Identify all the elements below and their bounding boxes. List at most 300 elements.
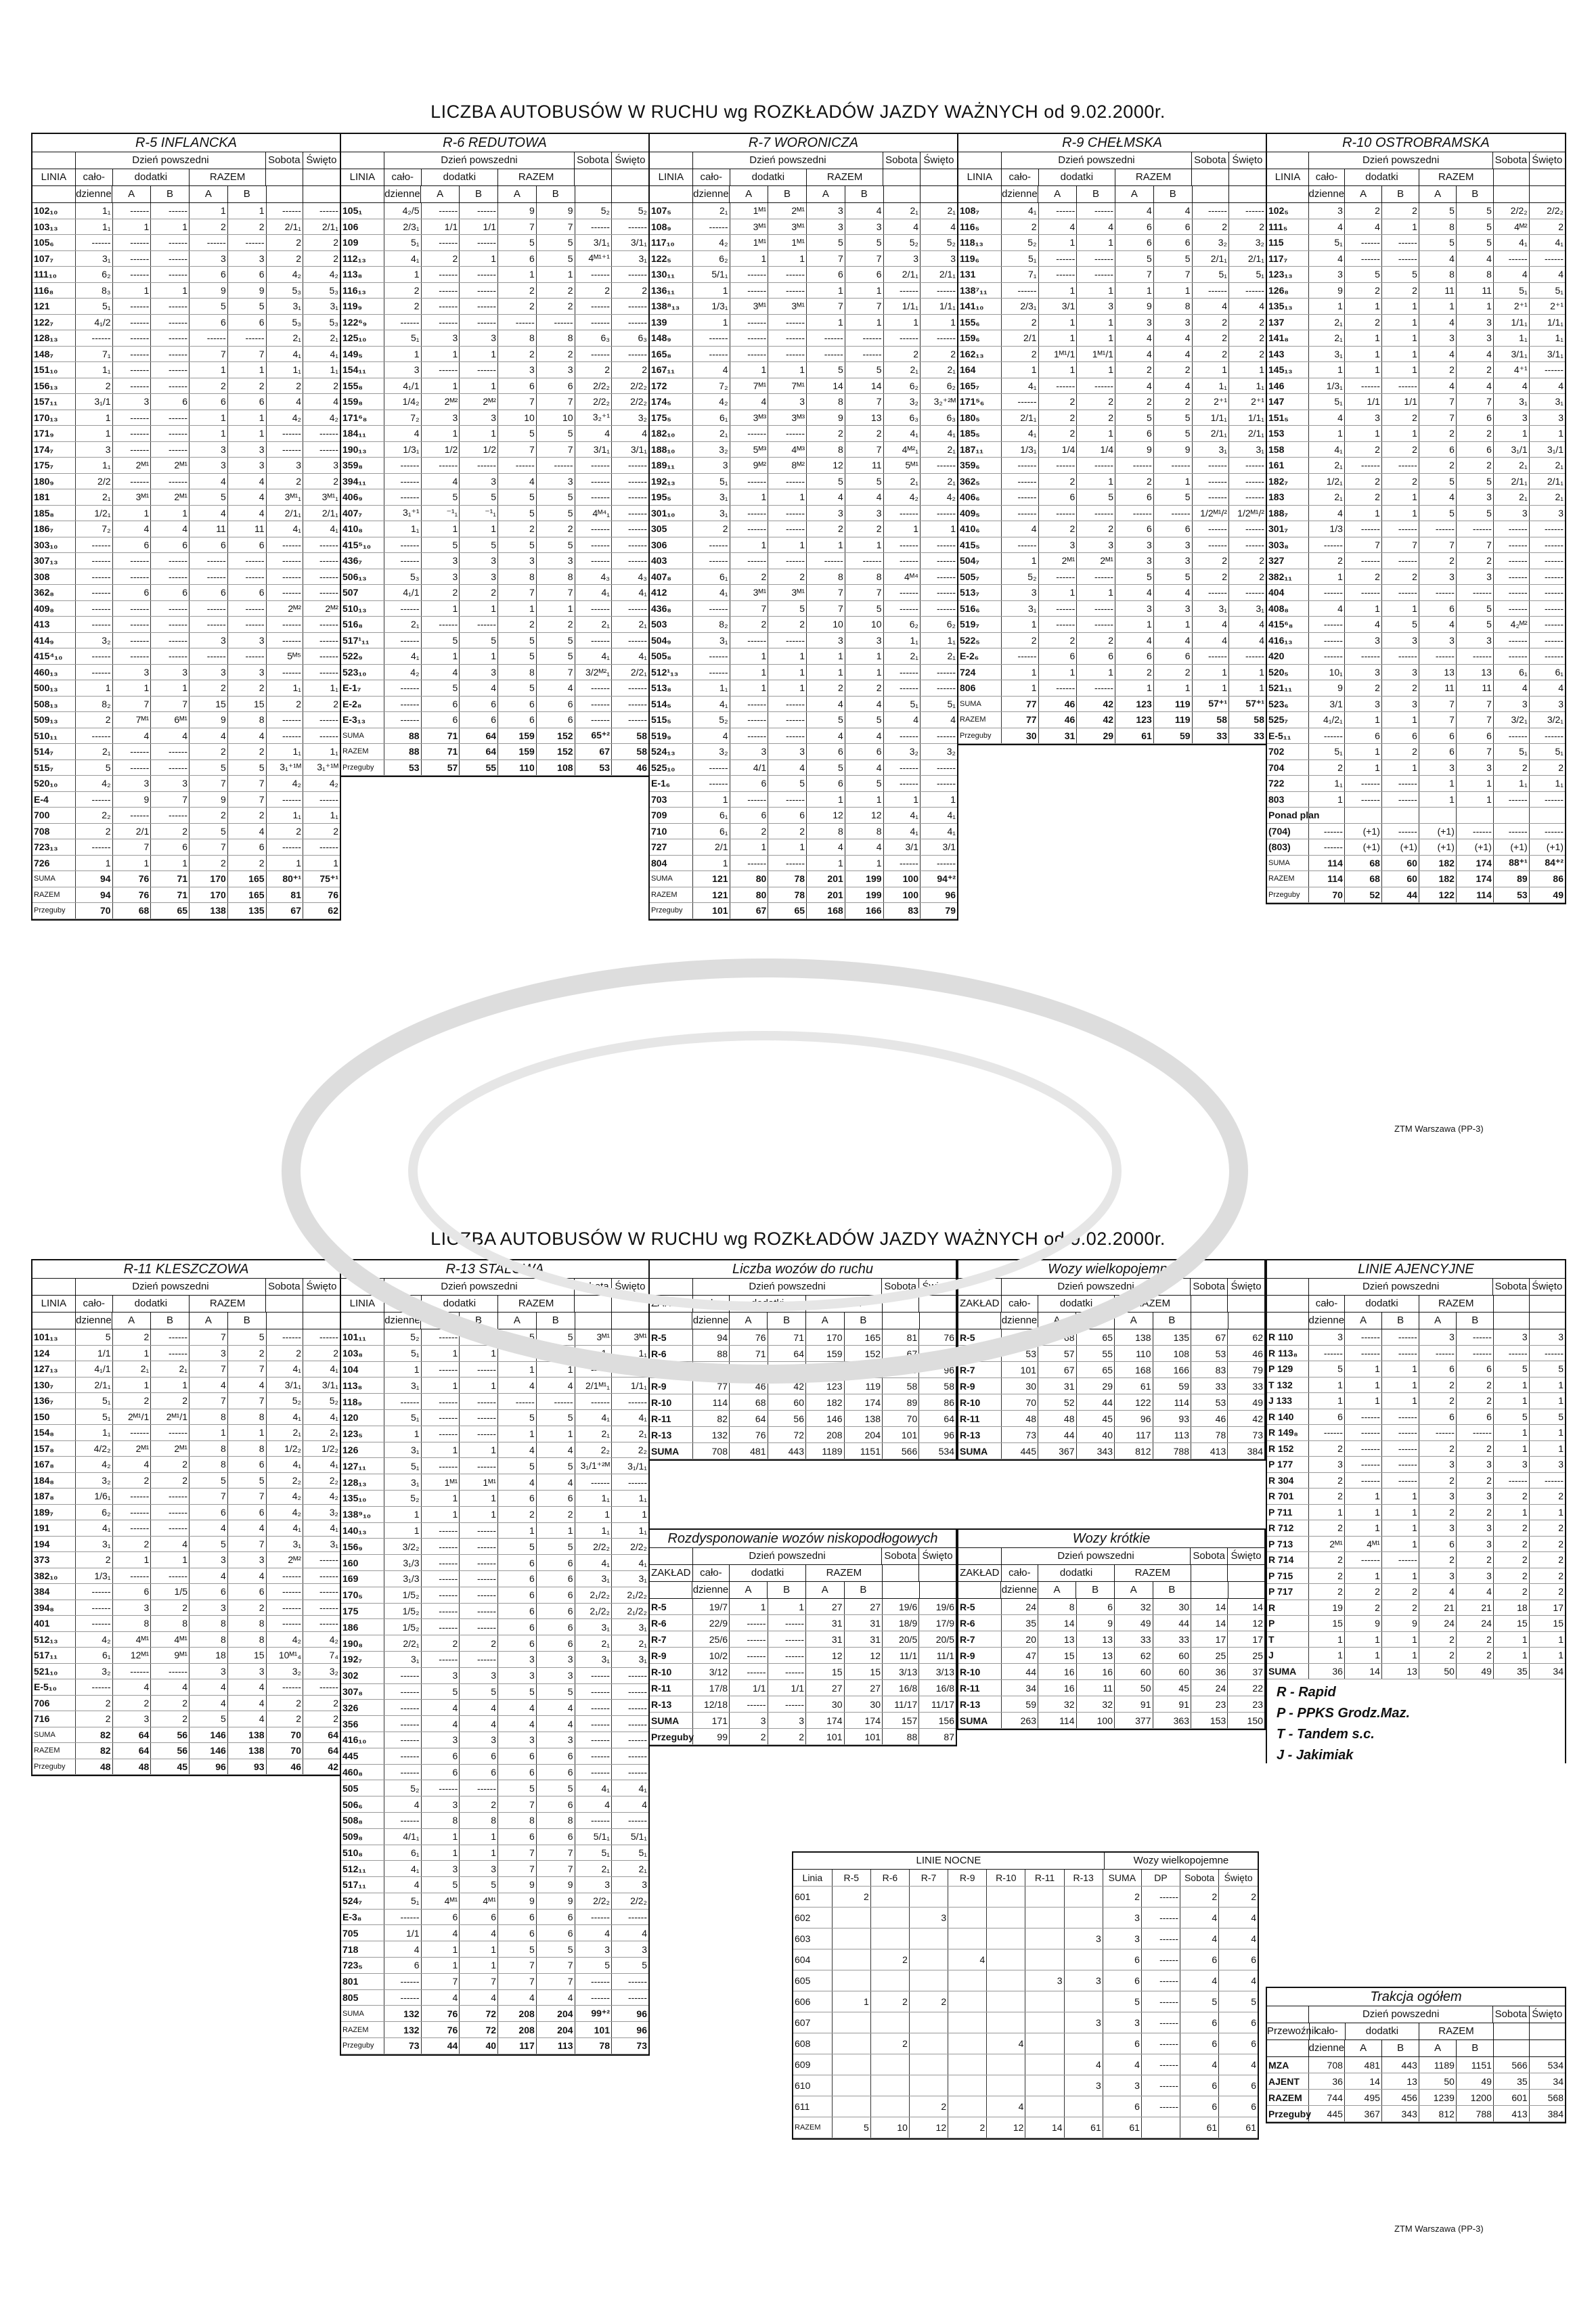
table-cell: ------ [384, 1716, 421, 1732]
table-cell: ------ [730, 553, 768, 569]
summary-cell: 165 [227, 887, 266, 903]
table-row [1267, 1631, 1565, 1648]
table-row [650, 1411, 956, 1427]
table-cell: 1/2₂ [266, 1440, 303, 1457]
table-cell: 1 [421, 346, 460, 362]
table-cell: 4₁ [384, 1861, 421, 1877]
table-cell: 3₁ [1192, 441, 1228, 458]
linie-nocne-cell: ------ [1141, 2054, 1180, 2075]
table-row [341, 1345, 648, 1361]
table-cell: 1200 [1456, 2090, 1493, 2106]
table-cell: 3 [190, 250, 228, 267]
table-row [958, 553, 1266, 569]
table-cell: 9 [112, 791, 151, 808]
linie-nocne-cell [948, 1908, 987, 1928]
table-cell: 170₁₃ [32, 410, 76, 426]
table-cell: ------ [768, 632, 807, 648]
table-cell: ------ [460, 1587, 498, 1603]
table-cell: ------ [303, 569, 340, 585]
table-row [958, 267, 1266, 283]
table-cell: ------ [920, 569, 957, 585]
table-cell: 2 [1419, 1472, 1456, 1489]
table-cell: 61 [1115, 1378, 1153, 1394]
header-day [650, 1548, 956, 1565]
table-cell: 6 [498, 1603, 537, 1619]
table-cell: 6 [498, 1635, 537, 1652]
table-cell: 519₉ [650, 728, 693, 744]
table-cell: 4 [883, 712, 920, 728]
section-title: LINIE AJENCYJNE [1267, 1260, 1565, 1279]
table-cell: ------ [190, 569, 228, 585]
table-cell: 2 [1192, 219, 1228, 235]
table-cell: 9 [536, 203, 575, 219]
table-cell: 7 [151, 791, 190, 808]
header-sobota: Sobota [883, 152, 921, 169]
table-cell: ------ [460, 1539, 498, 1555]
table-cell: 4 [1309, 505, 1345, 521]
table-cell: 301₁₀ [650, 505, 693, 521]
summary-cell: 71 [421, 744, 460, 760]
table-cell: ------ [611, 1989, 648, 2006]
table-cell: 6 [1115, 219, 1154, 235]
table-cell: 1 [1493, 1631, 1529, 1648]
table-cell: ------ [384, 1764, 421, 1780]
table-cell: 1 [1419, 791, 1456, 808]
header-dzien: Dzień powszedni [693, 152, 883, 169]
table-cell: 8 [807, 823, 845, 839]
header-col: dodatki [1346, 2023, 1420, 2040]
table-cell: 94 [692, 1329, 729, 1346]
table-row [341, 1925, 648, 1941]
table-row [32, 505, 340, 521]
table-cell: ------ [1381, 1345, 1419, 1361]
table-cell: 111₅ [1267, 219, 1309, 235]
table-row [32, 521, 340, 537]
table-cell: 4/1₁ [384, 1828, 421, 1845]
table-cell: ------ [112, 203, 151, 219]
table-cell: E-5₁₀ [32, 1679, 76, 1696]
linie-nocne-cell: 6 [1180, 2012, 1219, 2033]
table-cell: 32 [1076, 1696, 1115, 1713]
table-cell: 15 [227, 1648, 266, 1664]
table-cell: 52 [1038, 1394, 1077, 1411]
table-cell: 2 [1309, 1568, 1345, 1584]
table-cell: 4 [1529, 378, 1565, 394]
table-cell: P 717 [1267, 1584, 1309, 1600]
table-cell: 156 [919, 1713, 956, 1729]
table-cell: 4₁ [883, 823, 920, 839]
table-cell: ------ [460, 1570, 498, 1587]
table-cell: 1 [768, 680, 807, 697]
table-cell: 117₇ [1267, 250, 1309, 267]
table-cell: 6 [112, 585, 151, 601]
linie-nocne-cell [1025, 1949, 1064, 1970]
summary-cell: 77 [1002, 696, 1038, 712]
table-cell: 19 [1309, 1600, 1345, 1616]
table-cell: 1 [190, 362, 228, 378]
table-row [958, 473, 1266, 489]
table-cell: 506₆ [341, 1796, 384, 1813]
table-cell: 2 [1228, 219, 1266, 235]
table-cell: 1 [266, 855, 303, 871]
table-cell: ------ [1038, 680, 1077, 697]
header-col: dodatki [1345, 169, 1419, 185]
table-cell: 3 [227, 441, 266, 458]
table-cell: 512₁₁ [341, 1861, 384, 1877]
header-cols [341, 169, 648, 186]
table-cell: ------ [151, 1425, 190, 1441]
table-cell: 25 [1228, 1648, 1264, 1664]
table-row [32, 1600, 340, 1616]
summary-cell: 67 [730, 903, 768, 919]
table-row [1267, 648, 1565, 665]
table-cell: 5 [190, 759, 228, 776]
table-cell: 2 [421, 1635, 460, 1652]
table-cell: 2 [1493, 1552, 1529, 1568]
header-col [1228, 1296, 1264, 1312]
table-cell: R-9 [650, 1378, 692, 1394]
table-cell: 2₁ [883, 648, 920, 665]
table-cell: 6₂ [920, 378, 957, 394]
table-cell: ------ [730, 696, 768, 712]
table-cell: ------ [1077, 569, 1115, 585]
table-cell: 4₂ [303, 1489, 340, 1505]
table-cell: 2₁ [1309, 314, 1345, 330]
table-cell: 1 [384, 1426, 421, 1442]
table-row [650, 617, 957, 633]
linie-nocne-col: Święto [1219, 1870, 1258, 1887]
table-row [32, 1472, 340, 1489]
summary-cell: 119 [1153, 712, 1192, 728]
header-ab-col: dzienne [1001, 1582, 1038, 1598]
table-row [650, 728, 957, 744]
table-cell: ------ [1309, 823, 1345, 839]
table-cell: ------ [883, 680, 920, 697]
table-cell: 2 [227, 1345, 266, 1361]
table-cell: 4₂ [266, 1504, 303, 1520]
table-row [32, 1695, 340, 1711]
table-row [1267, 1425, 1565, 1441]
table-row [650, 250, 957, 267]
table-cell: 2 [1115, 473, 1154, 489]
table-cell: 3₁ [1309, 346, 1345, 362]
table-cell: 1 [460, 1490, 498, 1506]
header-ab-col: A [1038, 1582, 1077, 1598]
table-cell: 3 [498, 1732, 537, 1748]
summary-cell: 159 [498, 728, 537, 744]
table-cell: 4 [920, 219, 957, 235]
table-cell: ------ [460, 617, 498, 633]
header-col: ZAKŁAD [958, 1565, 1002, 1581]
summary-cell: 93 [227, 1759, 266, 1775]
linie-nocne-cell [1025, 1991, 1064, 2012]
data-table [1267, 1329, 1565, 1679]
table-cell: 5 [498, 1539, 537, 1555]
table-cell: 5 [421, 632, 460, 648]
linie-nocne-header [793, 1870, 1258, 1887]
summary-cell: 49 [1529, 887, 1565, 903]
table-cell: 5 [190, 1711, 228, 1727]
table-cell: ------ [1228, 489, 1266, 506]
table-cell: 4 [384, 1796, 421, 1813]
table-cell: 2 [76, 712, 112, 728]
table-row [341, 1329, 648, 1345]
table-cell: 1 [1077, 282, 1115, 299]
table-cell: ------ [303, 1329, 340, 1345]
table-cell: 192₇ [341, 1651, 384, 1667]
table-cell: 2 [266, 235, 303, 251]
header-col [1530, 169, 1565, 185]
header-blank [650, 1548, 693, 1564]
table-cell: 301₇ [1267, 521, 1309, 537]
table-cell: 6 [498, 378, 537, 394]
table-cell: ------ [303, 537, 340, 553]
table-cell: 3ᴹ¹₁ [266, 489, 303, 506]
table-cell: 1 [112, 680, 151, 697]
table-cell: ------ [611, 1812, 648, 1828]
summary-cell: 64 [303, 1743, 340, 1759]
header-ab-col: dzienne [693, 186, 730, 202]
table-cell: AJENT [1267, 2073, 1309, 2090]
header-day [958, 1279, 1264, 1296]
table-cell: 5 [498, 426, 537, 442]
table-cell: ------ [768, 267, 807, 283]
table-cell: 2 [266, 1345, 303, 1361]
table-cell: 4 [1115, 632, 1154, 648]
summary-row [341, 2022, 648, 2038]
table-row [341, 1700, 648, 1716]
table-cell: 1/5₂ [384, 1619, 421, 1635]
table-row [341, 1361, 648, 1377]
table-cell: 4 [536, 1989, 575, 2006]
table-cell: 1 [693, 314, 730, 330]
table-cell: ------ [76, 791, 112, 808]
header-col: dodatki [113, 1296, 190, 1312]
table-cell: 1 [151, 1552, 190, 1568]
section-wozy-krotkie [957, 1528, 1266, 1730]
table-cell: 1 [768, 537, 807, 553]
header-ab-col: A [730, 1313, 768, 1329]
table-cell: ------ [384, 1667, 421, 1683]
summary-cell: 53 [575, 759, 611, 776]
table-cell: 8 [190, 1409, 228, 1425]
table-cell: 24 [1419, 1616, 1456, 1632]
table-cell: 718 [341, 1941, 384, 1958]
table-cell: ------ [575, 1909, 611, 1925]
table-cell: 60 [768, 1394, 806, 1411]
summary-row [650, 887, 957, 903]
section-linie-ajencyjne [1266, 1259, 1566, 1763]
header-ab-col [883, 1582, 919, 1598]
summary-cell: 58 [1192, 712, 1228, 728]
table-cell: 4 [303, 394, 340, 410]
table-row [32, 728, 340, 744]
table-row [32, 759, 340, 776]
table-cell: 4 [1228, 299, 1266, 315]
table-cell: 2 [920, 346, 957, 362]
table-row [958, 585, 1266, 601]
table-cell: 3 [1456, 489, 1493, 506]
linie-nocne-cell [987, 1928, 1025, 1949]
table-cell: 4 [498, 1442, 537, 1458]
table-cell: 2₁ [920, 362, 957, 378]
table-cell: 5 [536, 1683, 575, 1700]
linie-nocne-cell: 4 [987, 2033, 1025, 2054]
table-cell: 2 [536, 521, 575, 537]
table-cell: (+1) [1344, 839, 1381, 856]
table-cell: 812 [1115, 1443, 1153, 1459]
table-cell: 2₁ [1529, 458, 1565, 474]
linie-nocne-col: R-13 [1064, 1870, 1103, 1887]
table-row [32, 808, 340, 824]
summary-cell: Przeguby [650, 903, 693, 919]
table-cell: 185₅ [958, 426, 1002, 442]
table-cell: 148₉ [650, 330, 693, 347]
table-cell: 2 [1153, 362, 1192, 378]
table-row [958, 330, 1266, 347]
table-cell: 2 [1309, 759, 1345, 776]
table-cell: ------ [1529, 569, 1565, 585]
table-cell: 3₁ [575, 1570, 611, 1587]
table-cell: ------ [421, 1619, 460, 1635]
table-cell: 175 [341, 1603, 384, 1619]
table-cell: 3₂ [76, 1663, 112, 1679]
table-cell: 1 [1344, 1648, 1381, 1664]
table-cell: 187₈ [32, 1489, 76, 1505]
table-cell: 524₇ [341, 1893, 384, 1909]
table-cell: 4 [498, 1700, 537, 1716]
table-cell: 525₇ [1267, 712, 1309, 728]
summary-cell: 72 [460, 2006, 498, 2022]
summary-cell: Przeguby [341, 759, 384, 776]
table-cell: 4₁ [1529, 235, 1565, 251]
table-cell: 16 [1038, 1664, 1077, 1680]
table-row [1267, 744, 1565, 760]
summary-cell: 166 [845, 903, 883, 919]
table-cell: 194 [32, 1536, 76, 1552]
table-cell: ------ [76, 1679, 112, 1696]
table-cell: 2 [227, 219, 266, 235]
table-cell: 3 [1344, 696, 1381, 712]
table-cell: ------ [384, 1732, 421, 1748]
table-cell: 164 [958, 362, 1002, 378]
table-cell: 3 [1419, 632, 1456, 648]
table-cell: 413 [1493, 2106, 1529, 2122]
table-cell: R 110 [1267, 1329, 1309, 1345]
header-ab-col [1228, 1313, 1264, 1329]
summary-cell: 48 [112, 1759, 151, 1775]
table-cell: 3 [575, 1877, 611, 1893]
table-cell: 170 [806, 1329, 845, 1346]
table-cell: 27 [806, 1599, 845, 1615]
table-cell: 4 [807, 728, 845, 744]
table-cell: 708 [32, 823, 76, 839]
table-cell: ------ [1192, 521, 1228, 537]
table-cell: 13 [1381, 2073, 1419, 2090]
table-cell: 5 [460, 489, 498, 506]
table-cell: 6 [421, 1909, 460, 1925]
summary-cell: 73 [384, 2038, 421, 2054]
summary-cell: 117 [498, 2038, 537, 2054]
table-cell: 3₁ [1228, 441, 1266, 458]
table-cell: ------ [1381, 1552, 1419, 1568]
table-cell: 79 [1228, 1362, 1264, 1378]
table-cell: 503 [650, 617, 693, 633]
table-cell: 5 [1115, 250, 1154, 267]
table-cell: 2 [1192, 553, 1228, 569]
table-cell: 2 [1381, 1600, 1419, 1616]
header-ab-col: A [1419, 2040, 1457, 2056]
table-cell: 1 [807, 314, 845, 330]
table-cell: 5 [1153, 569, 1192, 585]
table-cell: 1 [421, 1506, 460, 1522]
table-cell: ------ [460, 1458, 498, 1474]
table-cell: ------ [1529, 362, 1565, 378]
table-cell: 2 [421, 250, 460, 267]
header-ab-col: B [151, 186, 190, 202]
table-cell: 513₇ [958, 585, 1002, 601]
table-cell: R-9 [958, 1648, 1001, 1664]
table-cell: ------ [227, 648, 266, 665]
table-row [650, 808, 957, 824]
table-cell: 6 [1115, 235, 1154, 251]
table-cell: 1ᴹ¹/1 [1038, 346, 1077, 362]
table-cell: 5 [536, 505, 575, 521]
table-cell: 6 [1077, 648, 1115, 665]
table-cell: 1 [1493, 1425, 1529, 1441]
linie-nocne-cell [909, 2033, 948, 2054]
table-cell: 136₁₁ [650, 282, 693, 299]
table-cell: ------ [611, 299, 648, 315]
table-cell: RAZEM [1267, 2090, 1309, 2106]
table-cell: 2₁/2₂ [611, 1603, 648, 1619]
table-cell: 2₁/2₂ [575, 1587, 611, 1603]
header-ab-col: B [228, 1313, 267, 1329]
table-cell: 116₅ [958, 219, 1002, 235]
summary-row [1267, 855, 1565, 871]
table-cell: 1 [1381, 489, 1419, 506]
table-cell: 3₁ [611, 1619, 648, 1635]
table-cell: ------ [1381, 1425, 1419, 1441]
table-cell: 5ᴹ³ [730, 441, 768, 458]
linie-nocne-cell: 2 [948, 2117, 987, 2138]
table-cell: 8 [227, 1440, 266, 1457]
table-cell: 7 [498, 1861, 537, 1877]
table-cell: 3₁ [611, 1570, 648, 1587]
summary-cell: 138 [227, 1727, 266, 1743]
table-cell: 401 [32, 1616, 76, 1632]
table-cell: ------ [611, 489, 648, 506]
table-cell: 60 [1153, 1664, 1191, 1680]
table-cell: 4₁ [266, 1361, 303, 1377]
header-ab-col: A [112, 186, 151, 202]
table-cell [1419, 808, 1456, 824]
table-cell: 33 [1228, 1378, 1264, 1394]
table-cell: ------ [611, 712, 648, 728]
header-ab-col [1267, 186, 1309, 202]
table-cell: 201 [806, 1362, 845, 1378]
header-col [1494, 1296, 1530, 1312]
table-cell: 1/3 [1309, 521, 1345, 537]
table-cell: 7 [190, 839, 228, 856]
header-swieto: Święto [1231, 1281, 1262, 1292]
table-cell: 208 [806, 1427, 845, 1443]
table-cell: 50 [1115, 1680, 1153, 1696]
summary-cell: 76 [303, 887, 340, 903]
table-cell: 5₁ [384, 1409, 421, 1426]
header-col [883, 169, 921, 185]
table-row [650, 235, 957, 251]
